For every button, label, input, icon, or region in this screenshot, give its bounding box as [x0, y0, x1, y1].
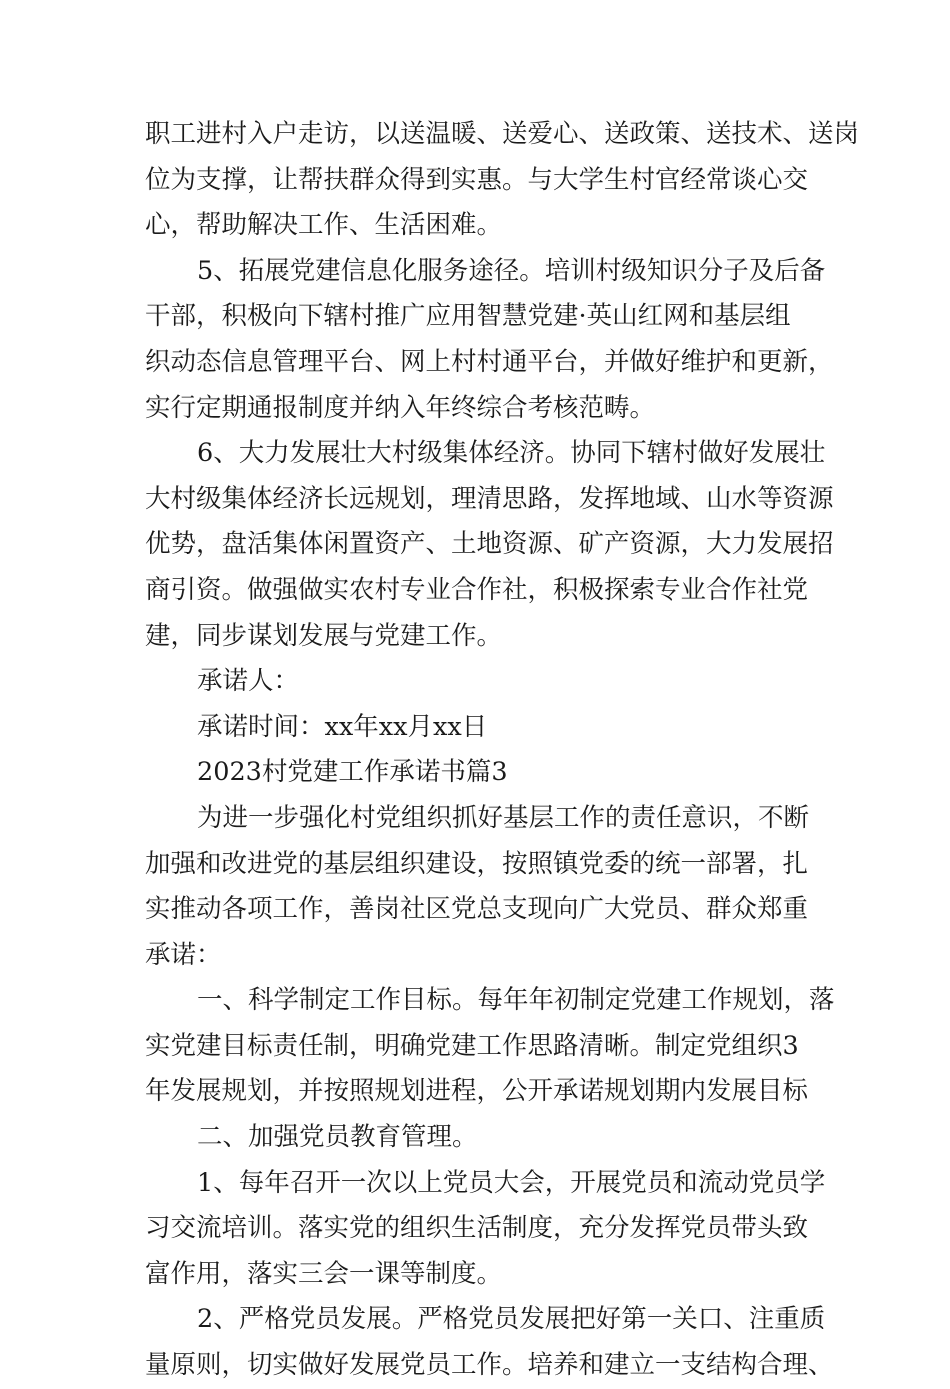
paragraph-start-line: 一、科学制定工作目标。每年年初制定党建工作规划，落	[197, 985, 835, 1016]
promisor-line: 承诺人：	[197, 666, 300, 697]
paragraph-start-line: 2、严格党员发展。严格党员发展把好第一关口、注重质	[197, 1304, 826, 1335]
section-title: 2023村党建工作承诺书篇3	[197, 757, 508, 788]
text-line: 大村级集体经济长远规划，理清思路，发挥地域、山水等资源	[145, 483, 834, 514]
text-line: 实行定期通报制度并纳入年终综合考核范畴。	[145, 392, 656, 423]
document-page	[145, 112, 860, 1389]
text-line: 富作用，落实三会一课等制度。	[145, 1258, 503, 1289]
paragraph-start-line: 为进一步强化村党组织抓好基层工作的责任意识，不断	[197, 802, 810, 833]
text-line: 织动态信息管理平台、网上村村通平台，并做好维护和更新，	[145, 346, 834, 377]
text-line: 实党建目标责任制，明确党建工作思路清晰。制定党组织3	[145, 1030, 799, 1061]
text-line: 年发展规划，并按照规划进程，公开承诺规划期内发展目标	[145, 1076, 809, 1107]
paragraph-start-line: 1、每年召开一次以上党员大会，开展党员和流动党员学	[197, 1167, 826, 1198]
text-line: 习交流培训。落实党的组织生活制度，充分发挥党员带头致	[145, 1213, 809, 1244]
text-line: 心，帮助解决工作、生活困难。	[145, 210, 503, 241]
text-line: 实推动各项工作，善岗社区党总支现向广大党员、群众郑重	[145, 894, 809, 925]
text-line: 量原则，切实做好发展党员工作。培养和建立一支结构合理、	[145, 1350, 834, 1381]
text-line: 商引资。做强做实农村专业合作社，积极探索专业合作社党	[145, 574, 809, 605]
text-line: 加强和改进党的基层组织建设，按照镇党委的统一部署，扎	[145, 848, 809, 879]
text-line: 干部，积极向下辖村推广应用智慧党建·英山红网和基层组	[145, 301, 791, 332]
paragraph-start-line: 5、拓展党建信息化服务途径。培训村级知识分子及后备	[197, 255, 826, 286]
text-line: 承诺：	[145, 939, 222, 970]
text-line: 位为支撑，让帮扶群众得到实惠。与大学生村官经常谈心交	[145, 164, 809, 195]
text-line: 建，同步谋划发展与党建工作。	[145, 620, 503, 651]
promise-date-line: 承诺时间：xx年xx月xx日	[197, 711, 488, 742]
paragraph-start-line: 二、加强党员教育管理。	[197, 1122, 478, 1153]
text-line: 职工进村入户走访，以送温暖、送爱心、送政策、送技术、送岗	[145, 119, 860, 149]
text-line: 优势，盘活集体闲置资产、土地资源、矿产资源，大力发展招	[145, 529, 834, 560]
paragraph-start-line: 6、大力发展壮大村级集体经济。协同下辖村做好发展壮	[197, 438, 826, 469]
